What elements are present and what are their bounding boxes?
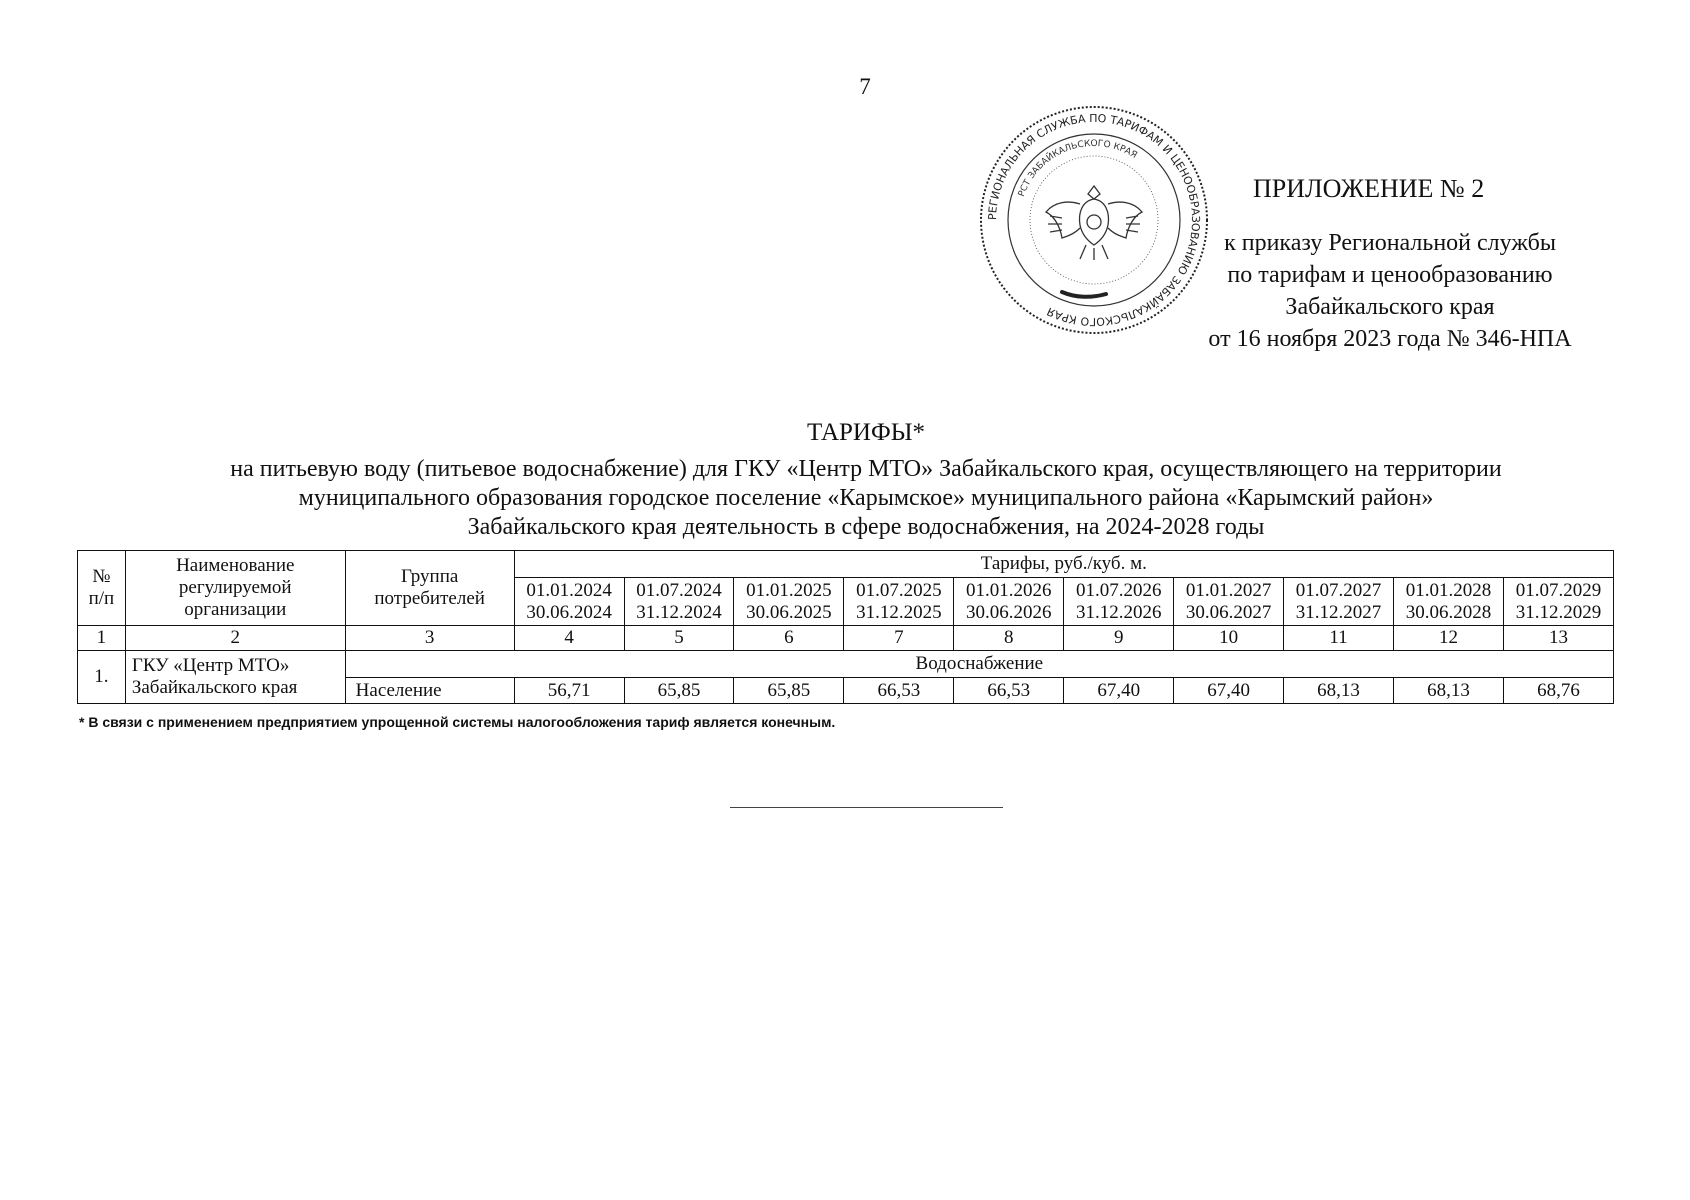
header-org-line: регулируемой [178,577,292,598]
column-number: 2 [125,626,345,651]
period-from: 01.07.2025 [856,579,942,601]
header-group-line: Группа [400,566,459,587]
row-number: 1. [78,651,126,704]
period-header [1503,578,1613,626]
column-number: 11 [1284,626,1394,651]
org-name [125,651,345,704]
period-to: 30.06.2026 [966,601,1052,623]
tariff-value: 68,13 [1284,678,1394,704]
end-divider [730,807,1003,808]
appendix-line: от 16 ноября 2023 года № 346-НПА [1208,326,1572,352]
seal-text: РЕГИОНАЛЬНАЯ СЛУЖБА ПО ТАРИФАМ И ЦЕНООБРАЗОВАНИЮ ЗАБАЙКАЛЬСКОГО КРАЯ [985,111,1203,329]
period-header [734,578,844,626]
column-number: 1 [78,626,126,651]
period-to: 30.06.2025 [746,601,832,623]
column-number: 12 [1394,626,1504,651]
eagle-emblem-icon [1046,186,1142,260]
tariff-value: 68,13 [1394,678,1504,704]
appendix-title: ПРИЛОЖЕНИЕ № 2 [1253,174,1485,203]
tariff-value: 56,71 [514,678,624,704]
header-org-line: организации [184,599,287,620]
period-from: 01.01.2024 [526,579,612,601]
header-org [125,551,345,626]
tariff-value: 65,85 [734,678,844,704]
period-header [954,578,1064,626]
period-to: 31.12.2027 [1295,601,1382,623]
tariff-value: 67,40 [1064,678,1174,704]
period-header [1064,578,1174,626]
appendix-line: Забайкальского края [1285,294,1495,320]
column-number: 13 [1503,626,1613,651]
header-group [345,551,514,626]
tariff-value: 68,76 [1503,678,1613,704]
column-number: 3 [345,626,514,651]
column-number: 4 [514,626,624,651]
header-num-line: п/п [88,588,115,609]
appendix-line: по тарифам и ценообразованию [1227,262,1553,288]
period-to: 31.12.2026 [1075,601,1162,623]
header-org-line: Наименование [176,555,295,576]
subtitle-line: муниципального образования городское поселение «Карымское» муниципального района «Карымский район» [298,485,1434,511]
period-from: 01.07.2026 [1075,579,1162,601]
column-number: 7 [844,626,954,651]
tariff-value: 66,53 [954,678,1064,704]
subtitle-line: Забайкальского края деятельность в сфере водоснабжения, на 2024-2028 годы [467,514,1265,540]
period-header [1394,578,1504,626]
period-from: 01.07.2029 [1515,579,1602,601]
period-to: 31.12.2025 [856,601,942,623]
period-to: 30.06.2028 [1405,601,1492,623]
footnote: * В связи с применением предприятием упрощенной системы налогообложения тариф является конечным. [79,714,836,730]
header-group-line: потребителей [374,588,485,609]
period-header [514,578,624,626]
page-number: 7 [859,74,871,99]
document-subtitle [100,455,1632,542]
org-name-line: ГКУ «Центр МТО» [131,655,290,676]
document-title: ТАРИФЫ* [806,419,926,446]
appendix-line: к приказу Региональной службы [1224,230,1556,256]
period-from: 01.01.2027 [1185,579,1272,601]
period-header [1174,578,1284,626]
subtitle-line: на питьевую воду (питьевое водоснабжение) для ГКУ «Центр МТО» Забайкальского края, осуществляющего на территории [230,456,1502,482]
period-from: 01.01.2028 [1405,579,1492,601]
column-number: 5 [624,626,734,651]
period-to: 30.06.2027 [1185,601,1272,623]
column-number-row [78,626,1614,651]
table-row [78,651,1614,678]
header-num [78,551,126,626]
column-number: 8 [954,626,1064,651]
period-to: 31.12.2029 [1515,601,1602,623]
seal-inner-text: РСТ ЗАБАЙКАЛЬСКОГО КРАЯ [1016,138,1139,199]
period-to: 30.06.2024 [526,601,612,623]
period-from: 01.01.2026 [966,579,1052,601]
period-header [844,578,954,626]
column-number: 9 [1064,626,1174,651]
period-from: 01.01.2025 [746,579,832,601]
period-from: 01.07.2024 [636,579,722,601]
org-name-line: Забайкальского края [131,677,298,698]
svg-text:РСТ ЗАБАЙКАЛЬСКОГО КРАЯ [1017,139,1139,198]
header-num-line: № [92,566,111,587]
column-number: 6 [734,626,844,651]
period-header [1284,578,1394,626]
period-header [624,578,734,626]
tariffs-table [77,550,1614,704]
header-tariffs: Тарифы, руб./куб. м. [514,551,1613,578]
period-to: 31.12.2024 [636,601,722,623]
tariff-value: 65,85 [624,678,734,704]
column-number: 10 [1174,626,1284,651]
tariff-value: 67,40 [1174,678,1284,704]
period-from: 01.07.2027 [1295,579,1382,601]
section-label: Водоснабжение [345,651,1613,678]
tariff-value: 66,53 [844,678,954,704]
consumer-group: Население [345,678,514,704]
